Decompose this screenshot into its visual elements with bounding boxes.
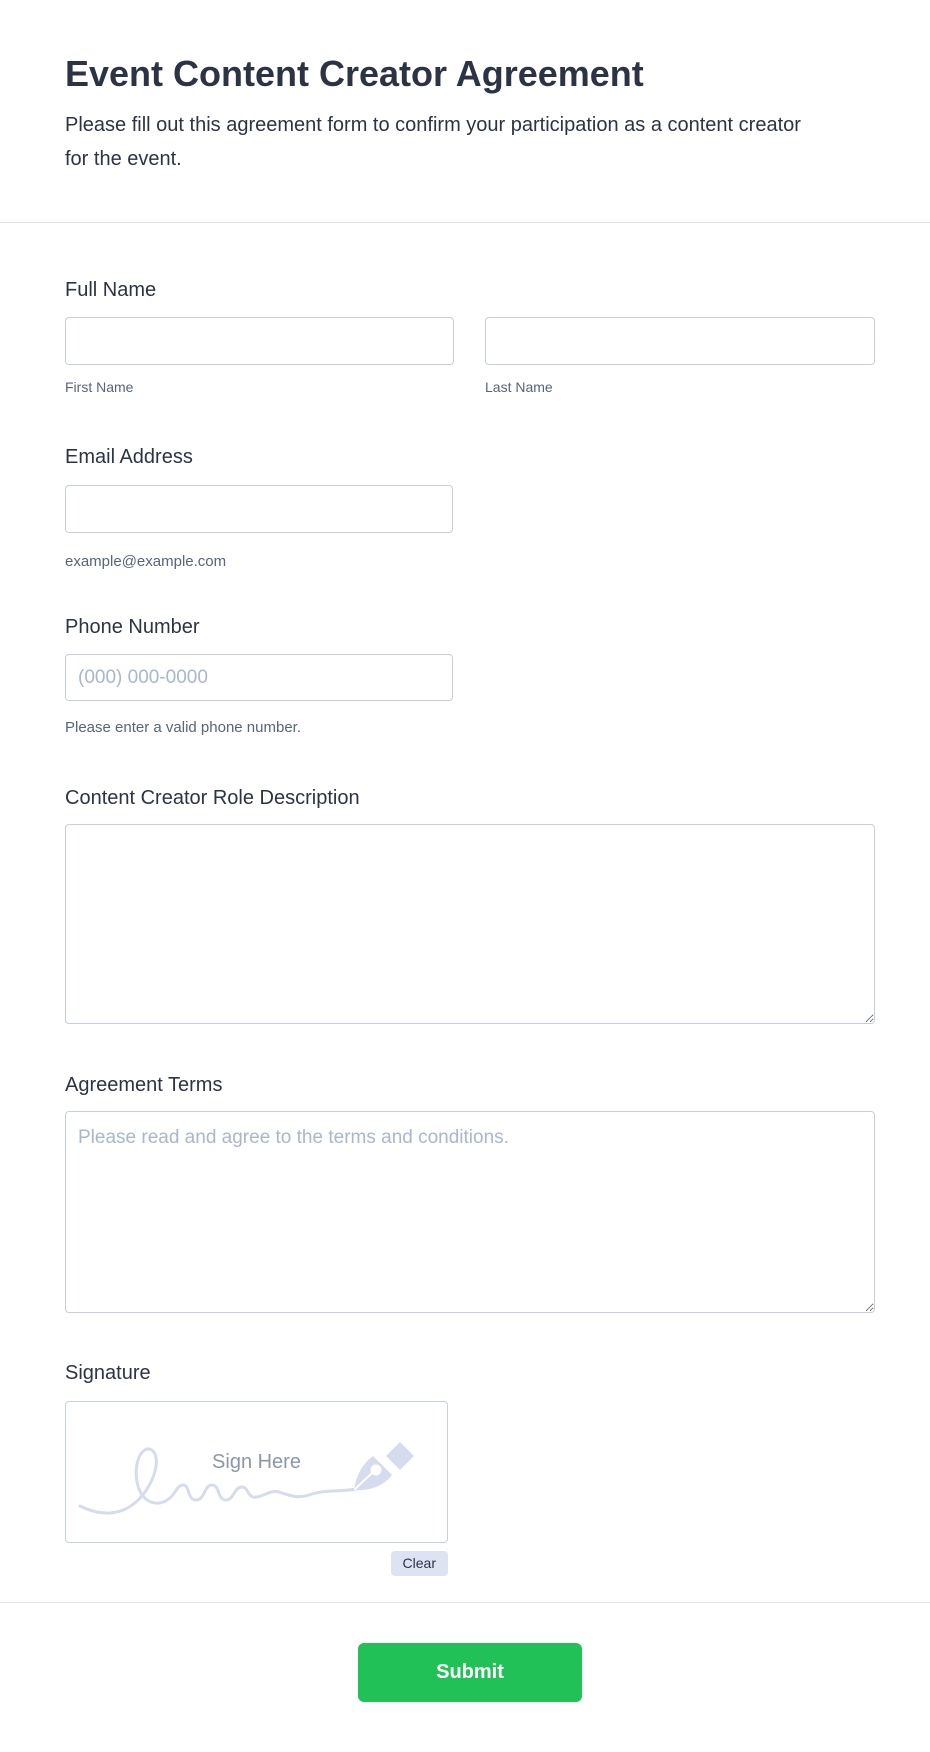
role-description-textarea[interactable] [65, 824, 875, 1024]
page-title: Event Content Creator Agreement [65, 53, 644, 94]
phone-field-group [65, 615, 875, 737]
agreement-terms-label: Agreement Terms [65, 1074, 223, 1096]
email-input[interactable] [65, 485, 453, 533]
phone-input[interactable] [65, 654, 453, 701]
last-name-sublabel: Last Name [485, 379, 553, 395]
name-inputs-row [65, 317, 875, 396]
sign-here-text: Sign Here [212, 1451, 301, 1473]
phone-hint: Please enter a valid phone number. [65, 719, 301, 736]
email-label: Email Address [65, 446, 193, 468]
agreement-terms-textarea[interactable] [65, 1111, 875, 1313]
pen-nib-icon [354, 1442, 414, 1490]
form-header [0, 0, 930, 223]
full-name-field [65, 278, 875, 396]
form-subtitle: Please fill out this agreement form to confirm your participation as a content creator for the event. [65, 114, 801, 170]
submit-row [65, 1643, 875, 1752]
first-name-group [65, 317, 454, 396]
first-name-input[interactable] [65, 317, 454, 365]
last-name-input[interactable] [485, 317, 875, 365]
role-description-field [65, 786, 875, 1024]
signature-pad[interactable] [65, 1401, 448, 1543]
full-name-label: Full Name [65, 279, 157, 301]
signature-field [65, 1361, 875, 1576]
role-description-label: Content Creator Role Description [65, 787, 360, 809]
clear-row [65, 1551, 448, 1576]
first-name-sublabel: First Name [65, 379, 134, 395]
signature-widget [65, 1401, 448, 1576]
agreement-terms-field [65, 1073, 875, 1313]
footer-divider [0, 1602, 930, 1603]
submit-button[interactable]: Submit [358, 1643, 582, 1702]
signature-label: Signature [65, 1362, 151, 1384]
email-hint: example@example.com [65, 553, 227, 570]
form-body [0, 278, 930, 1752]
signature-doodle [66, 1402, 448, 1543]
email-field-group [65, 445, 875, 571]
clear-signature-button[interactable]: Clear [391, 1551, 448, 1576]
last-name-group [485, 317, 875, 396]
phone-label: Phone Number [65, 616, 200, 638]
